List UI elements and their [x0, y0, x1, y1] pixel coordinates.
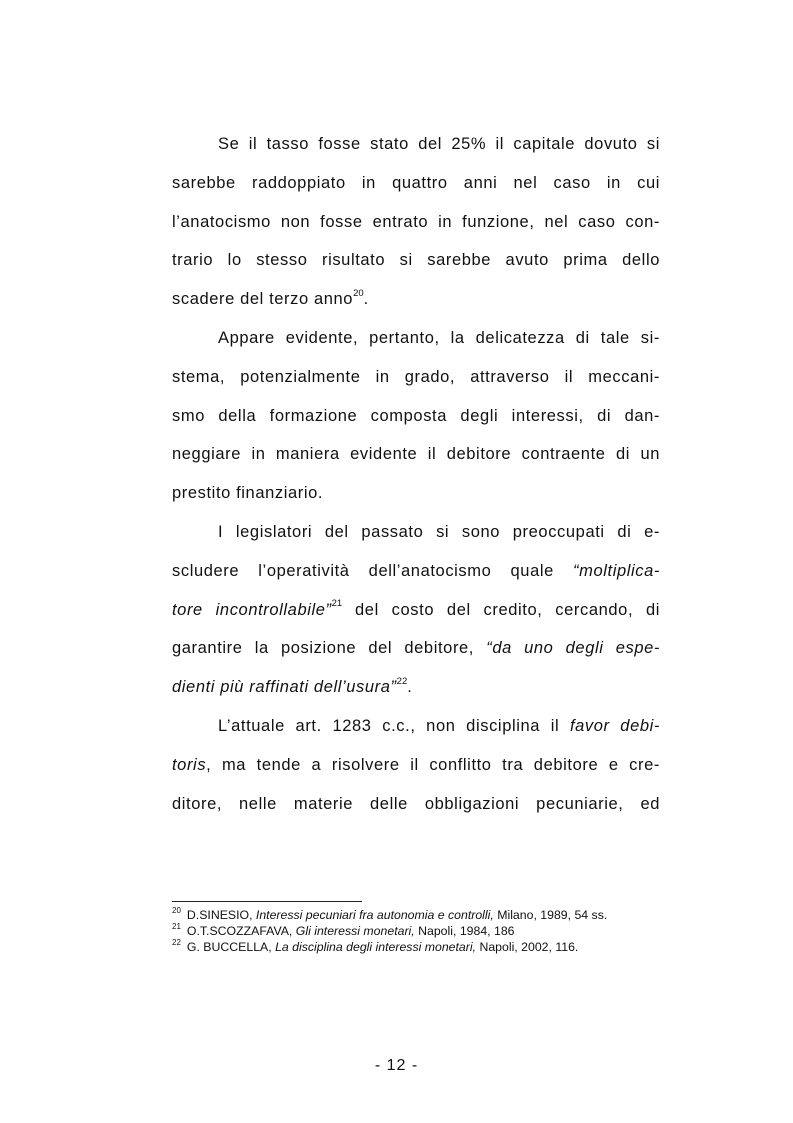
text-fragment: , ma tende a risolvere il conflitto tra debitore e cre-: [206, 755, 660, 774]
text-line: I legislatori del passato si sono preoccupati di e-: [218, 522, 660, 541]
footnotes: [172, 907, 660, 955]
latin-term-italic: favor debi-: [569, 716, 660, 735]
footnote-22: [172, 939, 660, 955]
text-line: [172, 552, 660, 591]
quote-italic: dienti più raffinati dell’usura”: [172, 678, 397, 697]
latin-term-italic: toris: [172, 755, 207, 774]
text-line: trario lo stesso risultato si sarebbe avuto prima dello: [172, 251, 660, 270]
text-line: sarebbe raddoppiato in quattro anni nel caso in cui: [172, 173, 660, 192]
text-fragment: garantire la posizione del debitore,: [172, 639, 487, 658]
text-line: [172, 668, 660, 707]
footnote-number: 21: [172, 921, 181, 931]
footnote-title: La disciplina degli interessi monetari,: [275, 940, 477, 954]
main-text: [172, 125, 660, 823]
paragraph-1: [172, 125, 660, 319]
text-line: smo della formazione composta degli interessi, di dan-: [172, 406, 660, 425]
footnote-rest: Napoli, 2002, 116.: [476, 940, 579, 954]
footnote-ref-22[interactable]: 22: [396, 675, 408, 687]
text-line: [172, 707, 660, 746]
footnote-author: O.T.SCOZZAFAVA,: [186, 924, 296, 938]
footnote-author: G. BUCCELLA,: [186, 940, 276, 954]
paragraph-4: [172, 707, 660, 823]
footnote-20: [172, 907, 660, 923]
text-fragment: scadere del terzo anno: [172, 290, 354, 309]
text-line: [172, 746, 660, 785]
footnote-title: Interessi pecuniari fra autonomia e controlli,: [255, 908, 494, 922]
text-line: ditore, nelle materie delle obbligazioni pecuniarie, ed: [172, 794, 660, 813]
text-fragment: L’attuale art. 1283 c.c., non disciplina il: [218, 716, 570, 735]
text-line: l’anatocismo non fosse entrato in funzione, nel caso con-: [172, 212, 660, 231]
footnote-rest: Milano, 1989, 54 ss.: [493, 908, 608, 922]
footnote-author: D.SINESIO,: [186, 908, 256, 922]
quote-italic: “da uno degli espe-: [486, 639, 660, 658]
page-number: - 12 -: [374, 1057, 419, 1074]
text-line: Se il tasso fosse stato del 25% il capitale dovuto si: [218, 135, 660, 153]
text-fragment: scludere l’operatività dell’anatocismo quale: [172, 561, 574, 580]
footnote-number: 22: [172, 937, 181, 947]
footnote-separator: [172, 901, 362, 902]
text-line: [172, 591, 660, 630]
text-line: Appare evidente, pertanto, la delicatezza di tale si-: [218, 328, 660, 347]
footnote-ref-20[interactable]: 20: [353, 287, 364, 299]
footnote-21: [172, 923, 660, 939]
text-line: prestito finanziario.: [172, 484, 324, 503]
text-line: [172, 629, 660, 668]
text-fragment: .: [363, 290, 369, 309]
text-line: neggiare in maniera evidente il debitore contraente di un: [172, 445, 660, 464]
quote-italic: “moltiplica-: [573, 561, 660, 580]
footnote-title: Gli interessi monetari,: [295, 924, 415, 938]
text-line: stema, potenzialmente in grado, attraverso il meccani-: [172, 367, 660, 386]
text-fragment: del costo del credito, cercando, di: [342, 600, 660, 619]
paragraph-2: [172, 319, 660, 513]
quote-italic: tore incontrollabile”: [172, 600, 332, 619]
paragraph-3: [172, 513, 660, 707]
text-line: [172, 280, 660, 319]
text-fragment: .: [407, 678, 413, 697]
footnote-rest: Napoli, 1984, 186: [414, 924, 515, 938]
footnote-number: 20: [172, 905, 181, 915]
footnote-ref-21[interactable]: 21: [331, 598, 343, 610]
